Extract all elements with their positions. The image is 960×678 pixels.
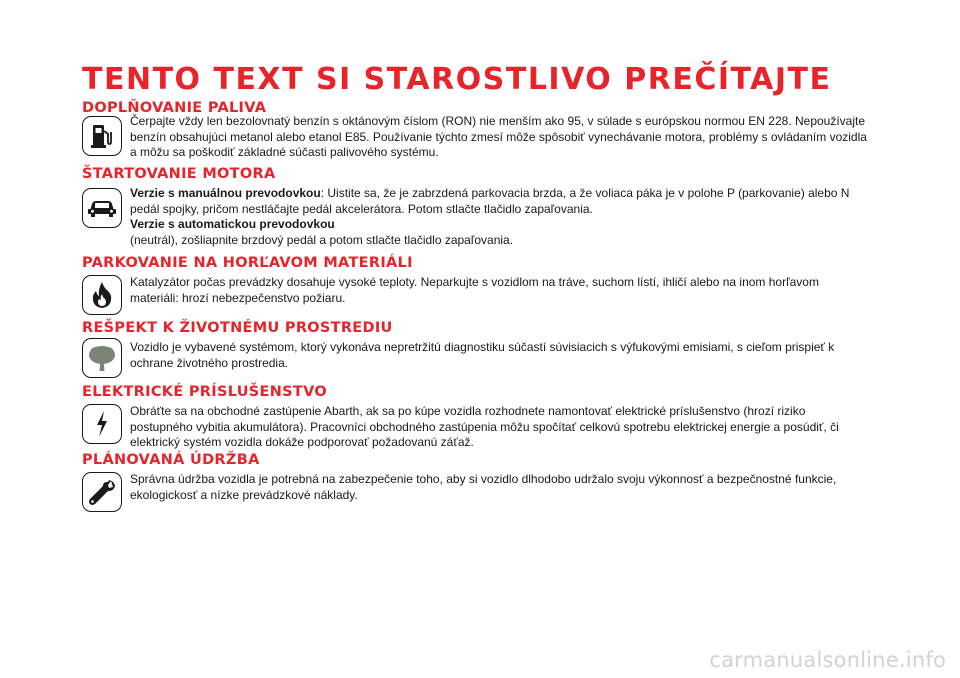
page-title: TENTO TEXT SI STAROSTLIVO PREČÍTAJTE (82, 62, 832, 97)
tree-icon (82, 338, 122, 378)
section-text: Katalyzátor počas prevádzky dosahuje vysoké teploty. Neparkujte s vozidlom na tráve, suchom lístí, ihličí alebo na inom horľavom materiáli: hrozí nebezpečenstvo požiaru. (130, 275, 819, 305)
section-text: Správna údržba vozidla je potrebná na zabezpečenie toho, aby si vozidlo dlhodobo udržalo svoju výkonnosť a bezpečnostné funkcie, ekologickosť a nízke prevádzkové náklady. (130, 472, 837, 502)
section-heading: PLÁNOVANÁ ÚDRŽBA (82, 452, 260, 468)
auto-text: (neutrál), zošliapnite brzdový pedál a potom stlačte tlačidlo zapaľovania. (130, 232, 514, 247)
section-text: Čerpajte vždy len bezolovnatý benzín s oktánovým číslom (RON) nie menším ako 95, v súlade s európskou normou EN 228. Nepoužívajte benzín obsahujúci metanol alebo etanol E85. Používanie týchto zmesí môže spôsobiť vynechávanie motora, problémy s ovládaním vozidla a môžu sa poškodiť základné súčasti palivového systému. (130, 114, 867, 159)
section-environment (82, 320, 862, 380)
fuel-pump-icon (82, 116, 122, 156)
section-engine-start (82, 166, 862, 246)
section-text (130, 186, 868, 248)
section-refueling (82, 100, 867, 160)
section-heading: PARKOVANIE NA HORĽAVOM MATERIÁLI (82, 255, 413, 271)
wrench-icon (82, 472, 122, 512)
watermark: carmanualsonline.info (709, 648, 946, 672)
section-text: Obráťte sa na obchodné zastúpenie Abarth, ak sa po kúpe vozidla rozhodnete namontovať elektrické príslušenstvo (hrozí riziko postupného vybitia akumulátora). Pracovníci obchodného zastúpenia môžu spočítať celkovú spotrebu elektrickej energie a posúdiť, či elektrický systém vozidla dokáže podporovať požadovanú záťaž. (130, 404, 839, 449)
section-text: Vozidlo je vybavené systémom, ktorý vykonáva nepretržitú diagnostiku súčastí súvisiacich s výfukovými emisiami, s cieľom prispieť k ochrane životného prostredia. (130, 340, 835, 370)
section-heading: REŠPEKT K ŽIVOTNÉMU PROSTREDIU (82, 320, 393, 336)
section-heading: ELEKTRICKÉ PRÍSLUŠENSTVO (82, 384, 328, 400)
section-heading: DOPLŇOVANIE PALIVA (82, 100, 267, 116)
section-parking (82, 255, 862, 315)
manual-label: Verzie s manuálnou prevodovkou (130, 186, 321, 200)
section-heading: ŠTARTOVANIE MOTORA (82, 166, 276, 182)
flame-icon (82, 275, 122, 315)
car-icon (82, 188, 122, 228)
auto-label: Verzie s automatickou prevodovkou (130, 217, 335, 231)
lightning-icon (82, 404, 122, 444)
section-electrical (82, 384, 862, 449)
manual-text: : Uistite sa, že je zabrzdená parkovacia brzda, a že voliaca páka je v polohe P (parkovanie) alebo N pedál spojky, pričom nestláčajte pedál akcelerátora. Potom stlačte tlačidlo zapaľovania. (130, 186, 850, 216)
section-maintenance (82, 452, 862, 512)
